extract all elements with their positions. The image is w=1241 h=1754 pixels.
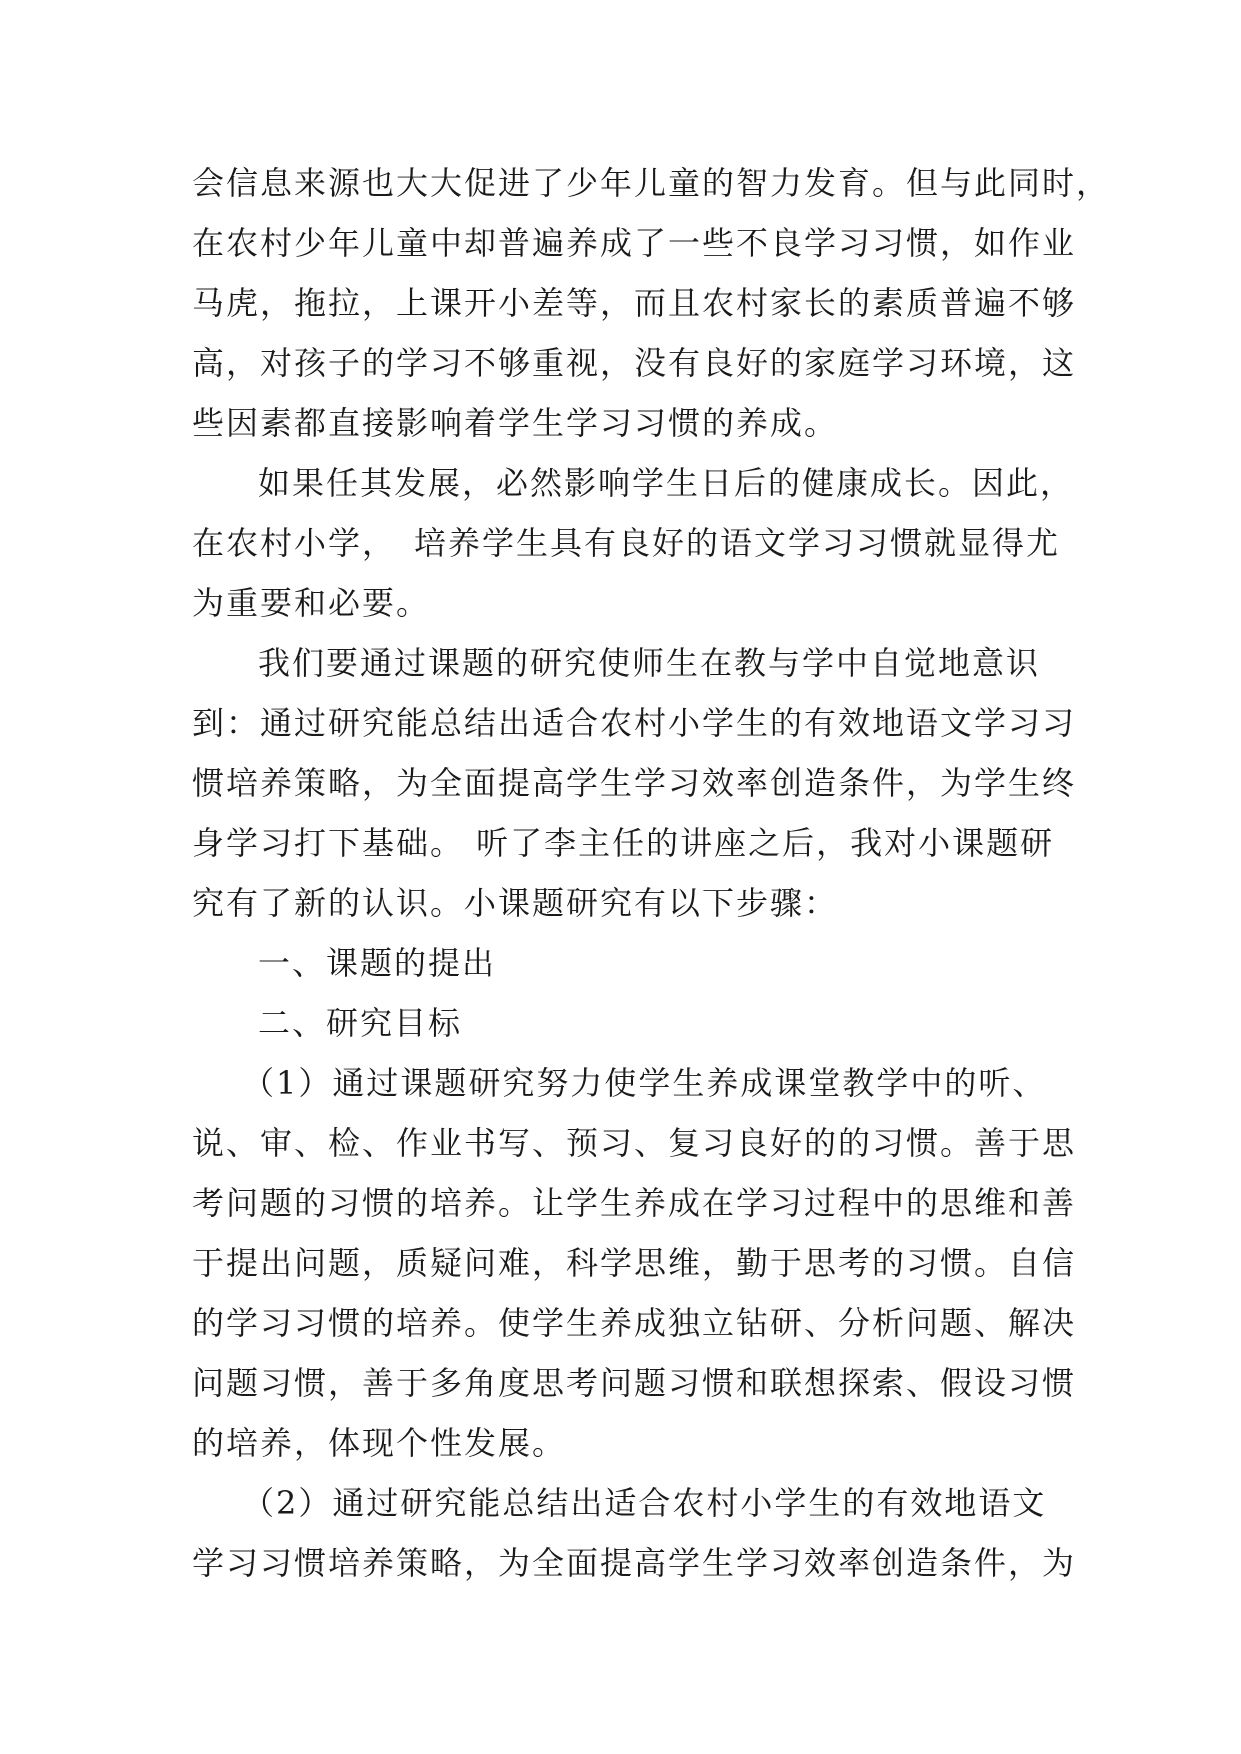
text-line: 会信息来源也大大促进了少年儿童的智力发育。但与此同时， bbox=[192, 164, 1111, 202]
text-line: 身学习打下基础。 听了李主任的讲座之后，我对小课题研 bbox=[192, 824, 1055, 862]
text-line: 说、审、检、作业书写、预习、复习良好的的习惯。善于思 bbox=[192, 1124, 1077, 1162]
text-line: 如果任其发展，必然影响学生日后的健康成长。因此， bbox=[258, 464, 1075, 502]
text-line: （2）通过研究能总结出适合农村小学生的有效地语文 bbox=[242, 1484, 1047, 1522]
text-line: 我们要通过课题的研究使师生在教与学中自觉地意识 bbox=[258, 644, 1041, 682]
text-line: 的学习习惯的培养。使学生养成独立钻研、分析问题、解决 bbox=[192, 1304, 1077, 1342]
text-line: 考问题的习惯的培养。让学生养成在学习过程中的思维和善 bbox=[192, 1184, 1077, 1222]
text-line: 究有了新的认识。小课题研究有以下步骤： bbox=[192, 884, 839, 922]
text-line: 为重要和必要。 bbox=[192, 584, 431, 622]
text-line: 马虎，拖拉，上课开小差等，而且农村家长的素质普遍不够 bbox=[192, 284, 1077, 322]
body-text bbox=[192, 153, 1111, 1593]
text-line: 问题习惯，善于多角度思考问题习惯和联想探索、假设习惯 bbox=[192, 1364, 1077, 1402]
text-line: 些因素都直接影响着学生学习习惯的养成。 bbox=[192, 404, 839, 442]
text-line: 到：通过研究能总结出适合农村小学生的有效地语文学习习 bbox=[192, 704, 1077, 742]
text-line: 二、研究目标 bbox=[258, 1004, 463, 1042]
text-line: 在农村少年儿童中却普遍养成了一些不良学习习惯，如作业 bbox=[192, 224, 1077, 262]
text-line: （1）通过课题研究努力使学生养成课堂教学中的听、 bbox=[242, 1064, 1047, 1102]
text-line: 高，对孩子的学习不够重视，没有良好的家庭学习环境，这 bbox=[192, 344, 1077, 382]
text-line: 在农村小学， 培养学生具有良好的语文学习习惯就显得尤 bbox=[192, 524, 1061, 562]
text-line: 学习习惯培养策略，为全面提高学生学习效率创造条件，为 bbox=[192, 1544, 1077, 1582]
text-line: 惯培养策略，为全面提高学生学习效率创造条件，为学生终 bbox=[192, 764, 1077, 802]
text-line: 于提出问题，质疑问难，科学思维，勤于思考的习惯。自信 bbox=[192, 1244, 1077, 1282]
text-line: 的培养，体现个性发展。 bbox=[192, 1424, 567, 1462]
text-line: 一、课题的提出 bbox=[258, 944, 497, 982]
